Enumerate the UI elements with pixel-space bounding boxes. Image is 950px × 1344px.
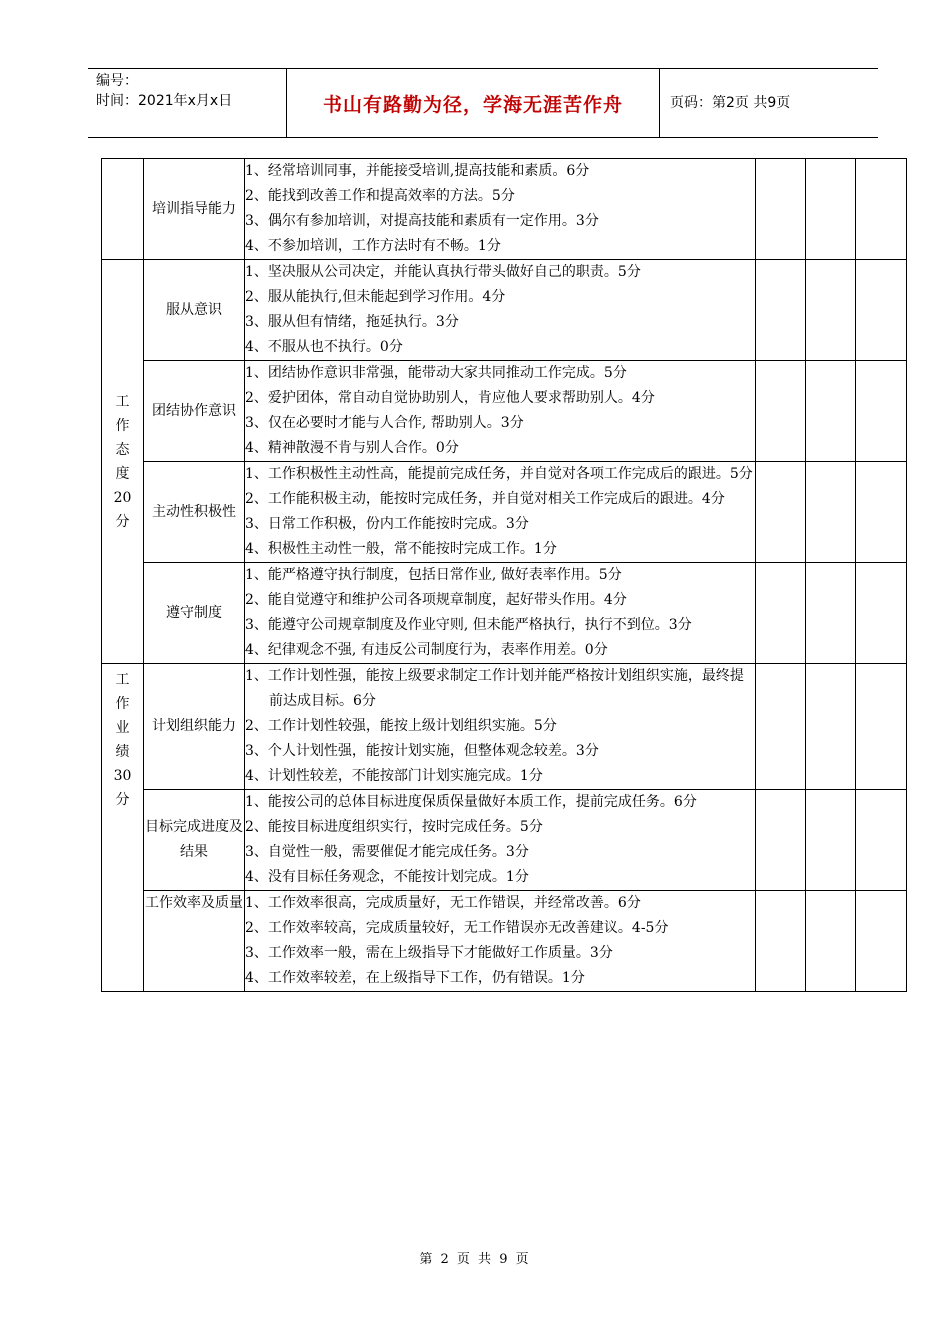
criteria-item: 3、服从但有情绪，拖延执行。3分 [245,314,459,330]
table-row [102,790,907,891]
score-cell [756,790,806,891]
criteria-item: 3、日常工作积极，份内工作能按时完成。3分 [245,516,529,532]
table-row [102,462,907,563]
criteria-item: 1、工作效率很高，完成质量好，无工作错误，并经常改善。6分 [245,895,641,911]
subcategory-cell: 目标完成进度及结果 [144,790,245,891]
criteria-cell [245,260,756,361]
score-cell [856,790,907,891]
header-motto-cell [287,69,660,137]
table-row [102,159,907,260]
criteria-item: 2、能按目标进度组织实行，按时完成任务。5分 [245,819,543,835]
score-cell [806,563,856,664]
criteria-item: 2、服从能执行,但未能起到学习作用。4分 [245,289,506,305]
score-cell [856,260,907,361]
score-cell [756,664,806,790]
criteria-cell [245,891,756,992]
criteria-item: 4、积极性主动性一般，常不能按时完成工作。1分 [245,541,557,557]
criteria-item: 1、工作积极性主动性高，能提前完成任务，并自觉对各项工作完成后的跟进。5分 [245,466,753,482]
table-row [102,563,907,664]
score-cell [806,790,856,891]
category-label: 工作态度20分 [113,393,132,530]
header-page-info: 页码：第2页 共9页 [670,95,791,111]
table-row [102,260,907,361]
header-number: 编号： [96,73,138,89]
subcategory-cell: 计划组织能力 [144,664,245,790]
criteria-item: 3、能遵守公司规章制度及作业守则, 但未能严格执行，执行不到位。3分 [245,617,692,633]
score-cell [856,664,907,790]
criteria-cell [245,664,756,790]
table-row [102,664,907,790]
subcategory-cell: 遵守制度 [144,563,245,664]
criteria-item: 4、没有目标任务观念，不能按计划完成。1分 [245,869,529,885]
score-cell [756,260,806,361]
criteria-item: 2、能找到改善工作和提高效率的方法。5分 [245,188,515,204]
category-work-performance [102,664,144,992]
criteria-item: 1、能严格遵守执行制度，包括日常作业, 做好表率作用。5分 [245,567,622,583]
criteria-cell [245,159,756,260]
criteria-item: 3、工作效率一般，需在上级指导下才能做好工作质量。3分 [245,945,613,961]
criteria-item: 1、能按公司的总体目标进度保质保量做好本质工作，提前完成任务。6分 [245,794,697,810]
subcategory-cell: 服从意识 [144,260,245,361]
score-cell [806,891,856,992]
score-cell [856,159,907,260]
criteria-item: 1、坚决服从公司决定，并能认真执行带头做好自己的职责。5分 [245,264,641,280]
criteria-item: 2、工作计划性较强，能按上级计划组织实施。5分 [245,718,557,734]
subcategory-cell: 主动性积极性 [144,462,245,563]
evaluation-table [101,158,907,992]
score-cell [856,891,907,992]
criteria-item: 2、能自觉遵守和维护公司各项规章制度，起好带头作用。4分 [245,592,627,608]
score-cell [806,260,856,361]
subcategory-cell: 团结协作意识 [144,361,245,462]
score-cell [756,361,806,462]
header-page-cell [660,69,878,137]
criteria-item: 3、偶尔有参加培训，对提高技能和素质有一定作用。3分 [245,213,599,229]
criteria-item: 4、工作效率较差，在上级指导下工作，仍有错误。1分 [245,970,585,986]
score-cell [806,462,856,563]
page-footer: 第 2 页 共 9 页 [419,1252,531,1267]
category-label: 工作业绩30分 [113,672,132,808]
header-motto: 书山有路勤为径，学海无涯苦作舟 [322,93,623,116]
criteria-item: 3、仅在必要时才能与人合作, 帮助别人。3分 [245,415,524,431]
criteria-cell [245,361,756,462]
score-cell [806,664,856,790]
header-time: 时间：2021年x月x日 [96,93,233,109]
criteria-cell [245,563,756,664]
header-meta [88,69,287,137]
criteria-item: 4、计划性较差，不能按部门计划实施完成。1分 [245,768,543,784]
page-header [88,68,878,138]
criteria-cell [245,462,756,563]
score-cell [856,563,907,664]
table-row [102,891,907,992]
score-cell [856,361,907,462]
category-cell [102,159,144,260]
criteria-item: 2、爱护团体，常自动自觉协助别人，肯应他人要求帮助别人。4分 [245,390,655,406]
score-cell [806,159,856,260]
criteria-item: 1、团结协作意识非常强，能带动大家共同推动工作完成。5分 [245,365,627,381]
criteria-item: 2、工作效率较高，完成质量较好，无工作错误亦无改善建议。4-5分 [245,920,669,936]
score-cell [756,563,806,664]
subcategory-cell: 培训指导能力 [144,159,245,260]
criteria-item: 1、经常培训同事，并能接受培训,提高技能和素质。6分 [245,163,590,179]
criteria-item: 4、不服从也不执行。0分 [245,339,403,355]
table-row [102,361,907,462]
criteria-cell [245,790,756,891]
criteria-item: 2、工作能积极主动，能按时完成任务，并自觉对相关工作完成后的跟进。4分 [245,491,725,507]
criteria-item: 4、纪律观念不强, 有违反公司制度行为，表率作用差。0分 [245,642,608,658]
score-cell [756,159,806,260]
score-cell [756,891,806,992]
criteria-item: 1、工作计划性强，能按上级要求制定工作计划并能严格按计划组织实施，最终提前达成目标。6分 [245,668,744,709]
score-cell [856,462,907,563]
criteria-item: 3、自觉性一般，需要催促才能完成任务。3分 [245,844,529,860]
score-cell [756,462,806,563]
criteria-item: 4、不参加培训，工作方法时有不畅。1分 [245,238,501,254]
criteria-item: 4、精神散漫不肯与别人合作。0分 [245,440,459,456]
subcategory-cell: 工作效率及质量 [144,891,245,992]
category-work-attitude [102,260,144,664]
criteria-item: 3、个人计划性强，能按计划实施，但整体观念较差。3分 [245,743,599,759]
score-cell [806,361,856,462]
